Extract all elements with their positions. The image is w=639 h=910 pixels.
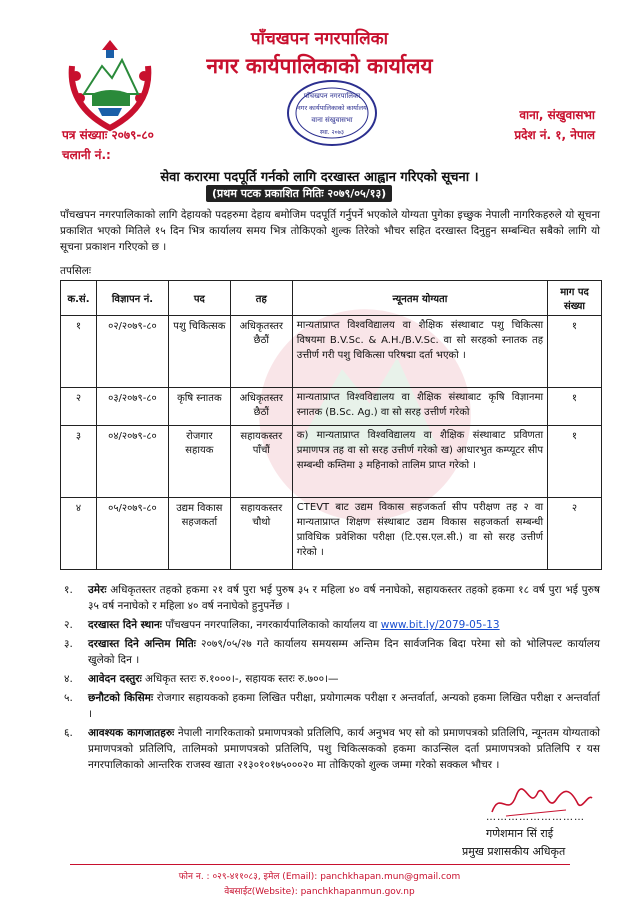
cell-sn: १: [61, 316, 97, 388]
reference-number: [62, 126, 154, 143]
cell-post: कृषि स्नातक: [168, 388, 230, 426]
publication-date: (प्रथम पटक प्रकाशित मितिः २०७९/०५/१३): [206, 185, 392, 202]
list-item: [60, 582, 600, 614]
signature-dots: ………………………: [486, 812, 585, 823]
condition-text: २०७९/०५/२७ गते कार्यालय समयसम्म अन्तिम दिन सार्वजनिक बिदा परेमा सो को भोलिपल्ट कार्यालय खुलेको दिन ।: [88, 638, 601, 666]
list-item: [60, 690, 600, 722]
cell-level: सहायकस्तर पाँचौं: [230, 426, 292, 498]
cell-qualification: क) मान्यताप्राप्त विश्वविद्यालय वा शैक्षिक संस्थाबाट प्रविणता प्रमाणपत्र तह वा सो सरह उत्तीर्ण गरेको ख) आधारभुत कम्प्यूटर सीप सम्बन्धी कम्तिमा ३ महिनाको तालिम प्राप्त गरेको ।: [292, 426, 547, 498]
stamp-line-3: वाना संखुवासभा: [311, 116, 353, 124]
table-header-row: [61, 281, 602, 316]
office-stamp: [284, 78, 380, 148]
cell-qualification: मान्यताप्राप्त विश्वविद्यालय वा शैक्षिक संस्थाबाट कृषि विज्ञानमा स्नातक (B.Sc. Ag.) वा सो सरह उत्तीर्ण गरेको: [292, 388, 547, 426]
cell-post: रोजगार सहायक: [168, 426, 230, 498]
cell-count: १: [548, 388, 602, 426]
condition-text: नेपाली नागरिकताको प्रमाणपत्रको प्रतिलिपि, कार्य अनुभव भए सो को प्रमाणपत्रको प्रतिलिपि, न्यूनतम योग्यताको प्रमाणपत्रको प्रतिलिपि, तालिमको प्रमाणपत्रको प्रतिलिपि, पशु चिकित्सकको हकमा काउन्सिल दर्ता प्रमाणपत्रको प्रतिलिपि र यस नगरपालिकाको आन्तरिक राजस्व खाता २१३०१०१७५०००२० मा तोकिएको शुल्क जम्मा गरेको सक्कल भौचर ।: [88, 727, 600, 771]
list-item: [60, 636, 600, 668]
signer-title: प्रमुख प्रशासकीय अधिकृत: [462, 845, 566, 858]
stamp-line-1: पाँचखपन नगरपालिका: [303, 92, 361, 100]
header-post: पद: [168, 281, 230, 316]
notice-title: सेवा करारमा पदपूर्ति गर्नको लागि दरखास्त आह्वान गरिएको सूचना ।: [160, 170, 479, 185]
municipality-name: पाँचखपन नगरपालिका: [250, 29, 389, 49]
condition-number: ६.: [64, 727, 73, 739]
cell-post: उद्यम विकास सहजकर्ता: [168, 498, 230, 570]
condition-text: रोजगार सहायकको हकमा लिखित परीक्षा, प्रयोगात्मक परीक्षा र अन्तर्वार्ता, अन्यको हकमा लिखित परीक्षा र अन्तर्वार्ता ।: [88, 692, 601, 720]
condition-label: उमेरः: [88, 584, 107, 596]
cell-qualification: CTEVT बाट उद्यम विकास सहजकर्ता सीप परीक्षण तह २ वा मान्यताप्राप्त शिक्षण संस्थाबाट उद्यम विकास सहजकर्ता सम्बन्धी प्राविधिक प्रवेशिका परीक्षा (टि.एस.एल.सी.) वा सो सरह उत्तीर्ण गरेको ।: [292, 498, 547, 570]
cell-level: सहायकस्तर चौथो: [230, 498, 292, 570]
condition-label: आवश्यक कागजातहरुः: [88, 727, 175, 739]
cell-count: १: [548, 426, 602, 498]
cell-sn: २: [61, 388, 97, 426]
list-item: [60, 617, 600, 633]
condition-label: दरखास्त दिने स्थानः: [88, 619, 162, 631]
condition-text: अधिकृत स्तरः रु.१०००।-, सहायक स्तरः रु.७००।—: [145, 673, 339, 685]
notice-intro: पाँचखपन नगरपालिकाको लागि देहायको पदहरुमा देहाय बमोजिम पदपूर्ति गर्नुपर्ने भएकोले योग्यता पुगेका इच्छुक नेपाली नागरिकहरुले यो सूचना प्रकाशित भएको मितिले १५ दिन भित्र कार्यालय समय भित्र तोकिएको शुल्क तिरेको भौचर सहित दरखास्त दिनुहुन सम्बन्धित सबैको लागि यो सूचना प्रकाशन गरिएको छ ।: [60, 209, 600, 253]
table-row: [61, 498, 602, 570]
cell-level: अधिकृतस्तर छैठौं: [230, 388, 292, 426]
list-item: [60, 725, 600, 773]
nepal-emblem-icon: [62, 36, 158, 136]
condition-text: अधिकृतस्तर तहको हकमा २१ वर्ष पुरा भई पुरुष ३५ र महिला ४० वर्ष ननाघेको, सहायकस्तर तहको हकमा १८ वर्ष पुरा भई पुरुष ३५ वर्ष ननाघेको र महिला ४० वर्ष ननाघेको हुनुपर्नेछ ।: [88, 584, 600, 612]
office-name: नगर कार्यपालिकाको कार्यालय: [206, 54, 433, 78]
cell-count: २: [548, 498, 602, 570]
address-line-2: प्रदेश नं. १, नेपाल: [514, 128, 595, 142]
condition-label: आवेदन दस्तुरः: [88, 673, 142, 685]
condition-number: १.: [64, 584, 73, 596]
condition-label: दरखास्त दिने अन्तिम मितिः: [88, 638, 196, 650]
address-line-1: वाना, संखुवासभा: [519, 108, 595, 122]
signer-name: गणेशमान सिं राई: [486, 827, 554, 840]
table-row: [61, 316, 602, 388]
header-sn: क.सं.: [61, 281, 97, 316]
footer-contact: फोन न. : ०२९-४११०८३, इमेल (Email): panchkhapan.mun@gmail.com: [178, 872, 461, 882]
list-item: [60, 671, 600, 687]
table-row: [61, 426, 602, 498]
cell-sn: ३: [61, 426, 97, 498]
condition-number: २.: [64, 619, 73, 631]
reference-label: पत्र संख्याः: [62, 128, 108, 142]
reference-value: २०७९-८०: [111, 128, 154, 142]
condition-text: पाँचखपन नगरपालिका, नगरकार्यपालिकाको कार्यालय वा: [165, 619, 378, 631]
condition-label: छनौटको किसिमः: [88, 692, 154, 704]
cell-level: अधिकृतस्तर छैठौं: [230, 316, 292, 388]
stamp-line-2: नगर कार्यपालिकाको कार्यालय: [297, 104, 367, 112]
footer-website: वेबसाईट(Website): panchkhapanmun.gov.np: [224, 887, 415, 897]
condition-number: ५.: [64, 692, 73, 704]
cell-post: पशु चिकित्सक: [168, 316, 230, 388]
cell-ad-no: ०२/२०७९-८०: [96, 316, 168, 388]
footer-divider: [70, 864, 570, 865]
application-link[interactable]: www.bit.ly/2079-05-13: [380, 619, 500, 631]
header-qualification: न्यूनतम योग्यता: [292, 281, 547, 316]
cell-sn: ४: [61, 498, 97, 570]
condition-number: ३.: [64, 638, 73, 650]
vacancy-table: [60, 280, 602, 570]
details-label: तपसिलः: [60, 265, 92, 277]
header-level: तह: [230, 281, 292, 316]
header-ad-no: विज्ञापन नं.: [96, 281, 168, 316]
dispatch-label: चलानी नं.:: [62, 148, 111, 162]
dispatch-number: [62, 146, 111, 163]
stamp-line-4: स्था. २०७३: [320, 129, 344, 136]
cell-ad-no: ०४/२०७९-८०: [96, 426, 168, 498]
condition-number: ४.: [64, 673, 73, 685]
cell-ad-no: ०३/२०७९-८०: [96, 388, 168, 426]
cell-count: १: [548, 316, 602, 388]
table-row: [61, 388, 602, 426]
cell-qualification: मान्यताप्राप्त विश्वविद्यालय वा शैक्षिक संस्थाबाट पशु चिकित्सा विषयमा B.V.Sc. & A.H./B.V.Sc. वा सो सरहको स्नातक तह उत्तीर्ण गरी पशु चिकित्सा परिषद्मा दर्ता भएको ।: [292, 316, 547, 388]
header-count: माग पद संख्या: [548, 281, 602, 316]
conditions-list: [60, 582, 600, 776]
cell-ad-no: ०५/२०७९-८०: [96, 498, 168, 570]
